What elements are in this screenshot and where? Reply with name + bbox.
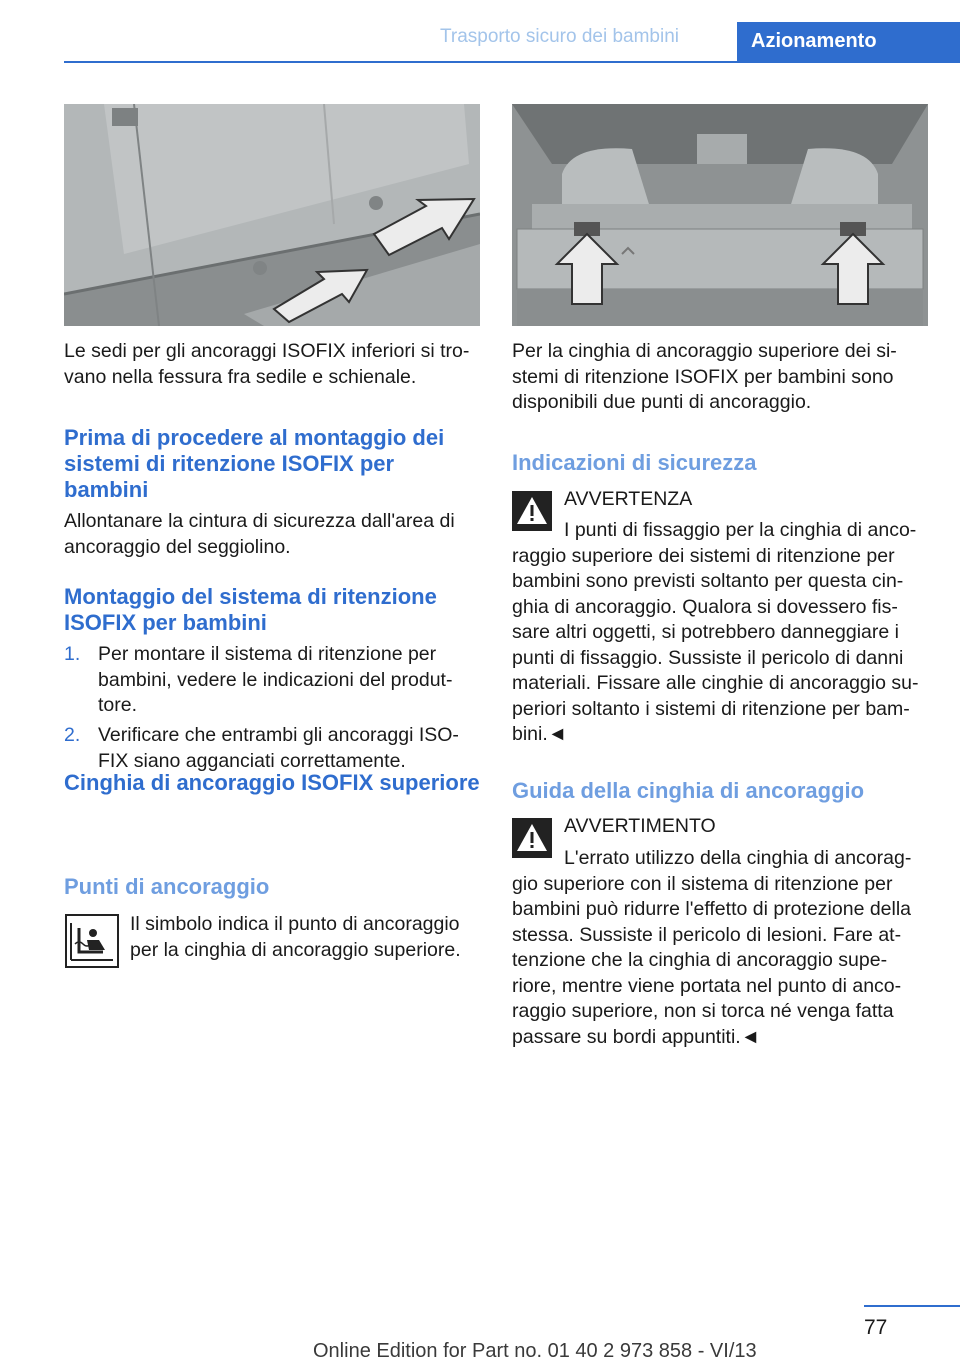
step-text: Per montare il sistema di ritenzione per bambini, vedere le indicazioni del produt-tore. [98,643,453,716]
text-symbol-meaning: Il simbolo indica il punto di ancoraggio per la cinghia di ancoraggio superiore. [130,913,461,961]
page-number: 77 [864,1316,888,1339]
heading-top-tether: Cinghia di ancoraggio ISOFIX superiore [64,770,480,795]
header-chapter-tab: Azionamento [737,22,960,62]
trunk-illustration [512,104,928,326]
heading-before-installation: Prima di procedere al montaggio dei sistemi di ritenzione ISOFIX per bambini [64,425,445,502]
heading-anchor-points: Punti di ancoraggio [64,874,270,899]
footer-rule [864,1305,960,1307]
heading-safety-notes: Indicazioni di sicurezza [512,450,757,475]
photo-top-tether-anchors [512,104,928,326]
step-number: 2. [64,724,81,746]
text-remove-seatbelt: Allontanare la cintura di sicurezza dall'area di ancoraggio del seggiolino. [64,510,455,558]
warning-text: L'errato utilizzo della cinghia di ancorag-gio superiore con il sistema di ritenzione per bambini può ridurre l'effetto di protezione della stessa. Sussiste il pericolo di lesioni. Fare at-tenzione che la cinghia di ancoraggio supe-riore, mentre viene portata nel punto di anco-raggio superiore, non si torca né venga fatta passare su bordi appuntiti.◄ [512,847,912,1048]
warning-text: I punti di fissaggio per la cinghia di anco-raggio superiore dei sistemi di ritenzione per bambini sono previsti soltanto per questa cin-ghia di ancoraggio. Qualora si dovessero fis-sare altri oggetti, si potrebbero danneggiare i punti di fissaggio. Sussiste il pericolo di danni materiali. Fissare alle cinghie di ancoraggio su-periori soltanto i sistemi di ritenzione per bam-bini.◄ [512,519,919,745]
photo-lower-isofix-anchors [64,104,480,326]
step-text: Verificare che entrambi gli ancoraggi ISO-FIX siano agganciati correttamente. [98,724,459,772]
caption-top-tether-anchors: Per la cinghia di ancoraggio superiore dei si-stemi di ritenzione ISOFIX per bambini sono disponibili due punti di ancoraggio. [512,340,897,413]
edition-footer: Online Edition for Part no. 01 40 2 973 858 - VI/13 [313,1340,757,1362]
warning-title: AVVERTIMENTO [564,815,716,837]
header-section-title: Trasporto sicuro dei bambini [440,26,680,47]
heading-installing-isofix: Montaggio del sistema di ritenzione ISOFIX per bambini [64,584,437,635]
heading-tether-routing: Guida della cinghia di ancoraggio [512,778,865,803]
header-rule [64,61,960,63]
seat-illustration [64,104,480,326]
step-number: 1. [64,643,81,665]
page-header [0,0,960,62]
caption-lower-anchors: Le sedi per gli ancoraggi ISOFIX inferiori si tro-vano nella fessura fra sedile e schienale. [64,340,470,388]
warning-title: AVVERTENZA [564,488,693,510]
isofix-anchor-icon [65,914,119,968]
